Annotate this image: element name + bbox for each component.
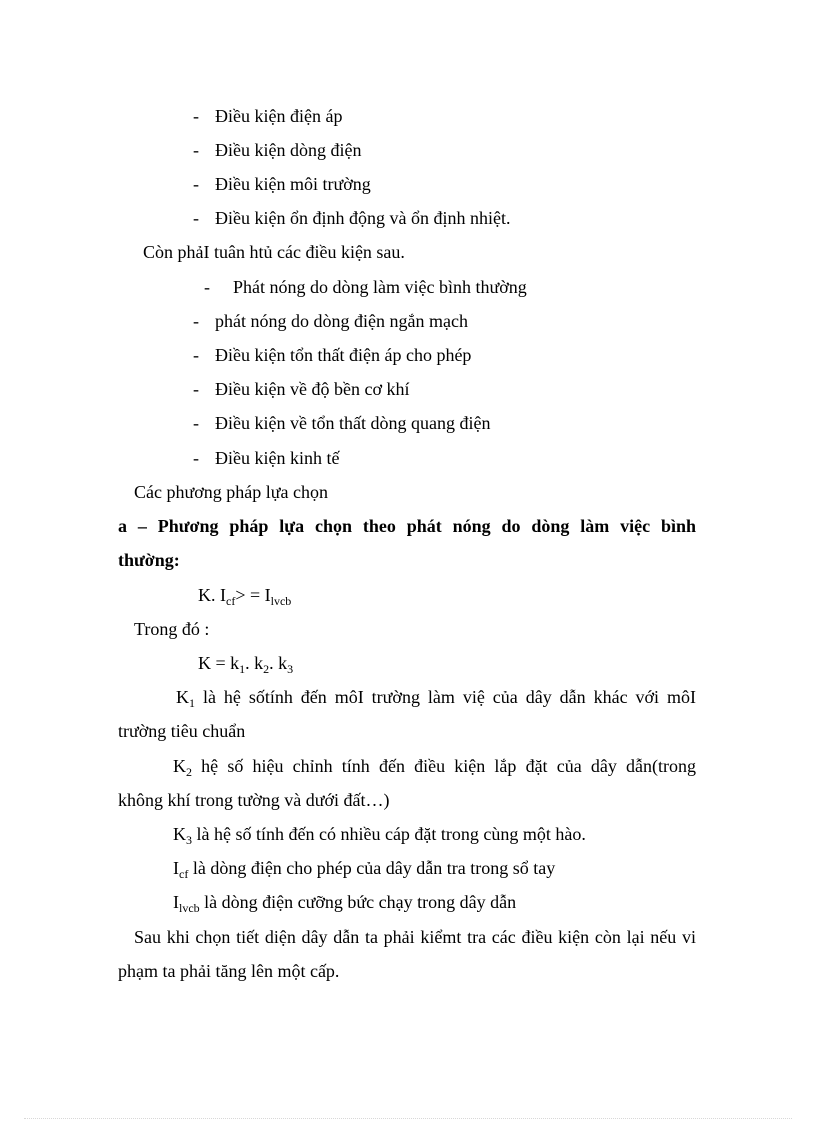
closing-paragraph-cont: phạm ta phải tăng lên một cấp. xyxy=(118,961,340,981)
k1-definition: $K_1$ là hệ sốtính đến môI trường làm việ của dây dẫn khác với môI xyxy=(176,687,696,710)
bullet-dash: - xyxy=(193,448,199,468)
bullet-dash: - xyxy=(193,174,199,194)
closing-paragraph: Sau khi chọn tiết diện dây dẫn ta phải kiểmt tra các điều kiện còn lại nếu vi xyxy=(134,927,696,947)
intro-more-conditions: Còn phảI tuân htủ các điều kiện sau. xyxy=(143,242,405,262)
list-item: Điều kiện tổn thất điện áp cho phép xyxy=(215,345,472,365)
methods-title: Các phương pháp lựa chọn xyxy=(134,482,328,502)
list-item: Điều kiện điện áp xyxy=(215,106,343,126)
section-heading: a – Phương pháp lựa chọn theo phát nóng do dòng làm việc bình xyxy=(118,516,696,536)
k1-definition-cont: trường tiêu chuẩn xyxy=(118,721,246,741)
bullet-dash: - xyxy=(193,311,199,331)
bullet-dash: - xyxy=(193,106,199,126)
section-heading-cont: thường: xyxy=(118,550,180,570)
list-item: Điều kiện kinh tế xyxy=(215,448,340,468)
where-label: Trong đó : xyxy=(134,619,210,639)
k2-definition-cont: không khí trong tường và dưới đất…) xyxy=(118,790,390,810)
icf-definition: $I_{cf}$ là dòng điện cho phép của dây dẫn tra trong sổ tay xyxy=(173,858,556,881)
formula-main: K. $I_{cf}> = I_{lvcb}$ xyxy=(198,585,292,608)
bullet-dash: - xyxy=(193,345,199,365)
bullet-dash: - xyxy=(193,379,199,399)
list-item: Điều kiện về độ bền cơ khí xyxy=(215,379,410,399)
k2-definition: $K_2$ hệ số hiệu chỉnh tính đến điều kiện lắp đặt của dây dẫn(trong xyxy=(173,756,696,779)
list-item: phát nóng do dòng điện ngắn mạch xyxy=(215,311,468,331)
list-item: Điều kiện môi trường xyxy=(215,174,371,194)
bullet-dash: - xyxy=(193,140,199,160)
page-bottom-rule xyxy=(24,1118,792,1119)
list-item: Điều kiện ổn định động và ổn định nhiệt. xyxy=(215,208,511,228)
formula-k: $K = k_1$. $k_2$. $k_3$ xyxy=(198,653,294,676)
list-item: Điều kiện về tổn thất dòng quang điện xyxy=(215,413,491,433)
bullet-dash: - xyxy=(193,208,199,228)
ilvcb-definition: $I_{lvcb}$ là dòng điện cưỡng bức chạy trong dây dẫn xyxy=(173,892,517,915)
bullet-dash: - xyxy=(204,277,210,297)
k3-definition: $K_3$ là hệ số tính đến có nhiều cáp đặt trong cùng một hào. xyxy=(173,824,586,847)
bullet-dash: - xyxy=(193,413,199,433)
list-item: Phát nóng do dòng làm việc bình thường xyxy=(233,277,527,297)
list-item: Điều kiện dòng điện xyxy=(215,140,362,160)
